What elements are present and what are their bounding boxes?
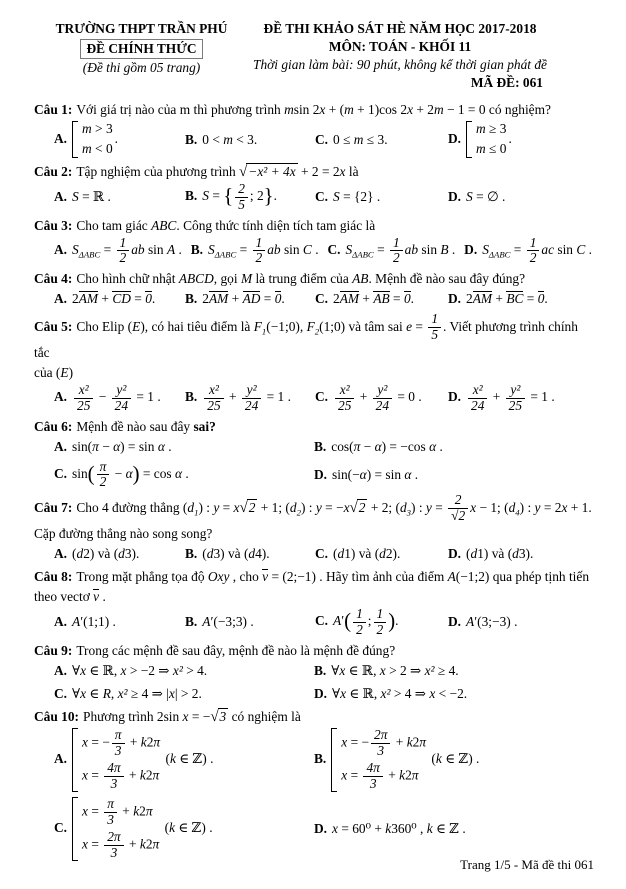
question-6-option-d: D. sin(−α) = sin α . [314, 466, 419, 482]
question-2-stem [34, 162, 596, 182]
question-9-option-d: D. ∀x ∈ ℝ, x² > 4 ⇒ x < −2. [314, 685, 468, 701]
question-4-stem [34, 269, 596, 289]
question-10-formula: Phương trình 2sin x = −√3 có nghiệm là [83, 708, 301, 725]
question-9-formula: Trong các mệnh đề sau đây, mệnh đề nào là mệnh đề đúng? [76, 642, 396, 658]
question-4-options [54, 289, 596, 309]
question-4-option-a: A. 2AM + CD = 0. [54, 291, 156, 307]
question-5-options [54, 383, 596, 413]
question-7-formula: Cho 4 đường thẳng $(d_1)$ : y = x√2 + 1; $(d_2)$ : y = −x√2 + 2; $(d_3)$ : y = $\frac{2}{√2}$ x − 1; $(d_4)$ : y = 2x + 1. [76, 492, 592, 523]
question-3-option-a: A. $S_{\Delta ABC}$ = $\frac{1}{2}$ ab sin A . [54, 234, 182, 266]
question-8-option-d: D. A′(3;−3) . [448, 614, 518, 630]
question-8-option-b: B. A′(−3;3) . [185, 614, 254, 630]
question-9-option-c: C. ∀x ∈ R, x² ≥ 4 ⇒ |x| > 2. [54, 685, 202, 701]
question-8-label: Câu 8: [34, 568, 73, 584]
question-2-option-b: B. S = { $\frac{2}{5}$ ; 2}. [185, 181, 277, 212]
question-7-label: Câu 7: [34, 499, 73, 515]
question-3-option-b: B. $S_{\Delta ABC}$ = $\frac{1}{2}$ ab sin C . [190, 234, 319, 266]
question-6 [34, 417, 596, 491]
question-1-options [54, 120, 596, 159]
question-7-stem [34, 493, 596, 523]
question-5-stem-line2: của (E) [34, 364, 74, 380]
question-8-stem-line2: theo vectơ v . [34, 589, 106, 604]
question-3-options [54, 236, 596, 266]
question-10-option-a: A. x = − $\frac{\pi}{3}$ + k2π x = $\frac{4\pi}{3}$ + k2π (k ∈ ℤ) . [54, 727, 214, 792]
question-1-formula: Với giá trị nào của m thì phương trình msin 2x + (m + 1)cos 2x + 2m − 1 = 0 có nghiệm? [76, 102, 551, 118]
page-footer: Trang 1/5 - Mã đề thi 061 [460, 857, 594, 872]
question-5-stem [34, 312, 596, 363]
question-8-formula: Trong mặt phẳng tọa độ Oxy , cho v = (2;−1) . Hãy tìm ảnh của điểm A(−1;2) qua phép tịnh tiến [76, 568, 590, 584]
header-right-block [249, 20, 596, 92]
question-5-option-b: B. $\frac{\text{x²}}{25}$ + $\frac{\text{y²}}{24}$ = 1 . [185, 382, 291, 413]
question-3-option-d: D. $S_{\Delta ABC}$ = $\frac{1}{2}$ ac sin C . [464, 234, 592, 266]
question-10-option-c: C. x = $\frac{\pi}{3}$ + k2π x = $\frac{2\pi}{3}$ + k2π (k ∈ ℤ) . [54, 795, 213, 861]
question-10-label: Câu 10: [34, 708, 80, 724]
question-9-option-b: B. ∀x ∈ ℝ, x > 2 ⇒ x² ≥ 4. [314, 662, 459, 678]
school-name: TRƯỜNG THPT TRẦN PHÚ [55, 21, 228, 36]
pages-note: (Đề thi gồm 05 trang) [82, 60, 201, 76]
question-9-label: Câu 9: [34, 642, 73, 658]
question-4 [34, 269, 596, 309]
question-8-option-c: C. A′( $\frac{1}{2}$ ; $\frac{1}{2}$ ). [315, 606, 399, 637]
exam-title: ĐỀ THI KHẢO SÁT HÈ NĂM HỌC 2017-2018 [263, 21, 537, 36]
question-9-stem [34, 641, 596, 661]
question-5-label: Câu 5: [34, 318, 73, 334]
question-8 [34, 567, 596, 638]
question-2-label: Câu 2: [34, 163, 73, 179]
official-exam-stamp: ĐỀ CHÍNH THỨC [80, 39, 202, 59]
question-2-options [54, 182, 596, 212]
question-3-option-c: C. $S_{\Delta ABC}$ = $\frac{1}{2}$ ab sin B . [327, 234, 456, 266]
question-9 [34, 641, 596, 704]
question-5 [34, 312, 596, 413]
question-3-formula: Cho tam giác ABC. Công thức tính diện tích tam giác là [76, 217, 376, 233]
question-4-option-d: D. 2AM + BC = 0. [448, 291, 548, 307]
question-7-option-a: A. (d2) và (d3). [54, 545, 140, 561]
question-1-option-a: A. m > 3 m < 0 . [54, 121, 119, 157]
question-10-option-d: D. x = 60⁰ + k360⁰ , k ∈ ℤ . [314, 820, 466, 836]
question-7-stem-line2: Cặp đường thẳng nào song song? [34, 525, 213, 541]
question-5-option-c: C. $\frac{\text{x²}}{25}$ + $\frac{\text{y²}}{24}$ = 0 . [315, 382, 422, 413]
question-8-options [54, 607, 596, 637]
question-6-formula: Mệnh đề nào sau đây sai? [76, 418, 216, 434]
question-7-option-b: B. (d3) và (d4). [185, 545, 270, 561]
exam-code: MÃ ĐỀ: 061 [470, 75, 543, 91]
question-10-option-b: B. x = − $\frac{2\pi}{3}$ + k2π x = $\frac{4\pi}{3}$ + k2π (k ∈ ℤ) . [314, 727, 480, 792]
header-left-block [34, 20, 249, 92]
question-5-option-a: A. $\frac{\text{x²}}{25}$ − $\frac{\text{y²}}{24}$ = 1 . [54, 382, 161, 413]
question-9-options [54, 661, 596, 704]
question-3-stem [34, 216, 596, 236]
question-7-option-c: C. (d1) và (d2). [315, 545, 401, 561]
question-9-option-a: A. ∀x ∈ ℝ, x > −2 ⇒ x² > 4. [54, 662, 208, 678]
question-6-label: Câu 6: [34, 418, 73, 434]
question-2-option-d: D. S = ∅ . [448, 189, 506, 205]
question-5-formula: Cho Elip (E), có hai tiêu điểm là $F_1(-1;0)$, $F_2(1;0)$ và tâm sai e = $\frac{1}{5}$ . Viết phương trình chính tắc [34, 311, 578, 360]
question-5-option-d: D. $\frac{\text{x²}}{24}$ + $\frac{\text{y²}}{25}$ = 1 . [448, 382, 555, 413]
question-1-label: Câu 1: [34, 102, 73, 118]
exam-header [34, 20, 596, 92]
question-8-option-a: A. A′(1;1) . [54, 614, 116, 630]
question-3-label: Câu 3: [34, 217, 73, 233]
question-2-option-a: A. S = ℝ . [54, 189, 111, 205]
question-10-options [54, 727, 596, 862]
question-1-option-b: B. 0 < m < 3. [185, 131, 258, 147]
exam-subject: MÔN: TOÁN - KHỐI 11 [328, 39, 472, 55]
question-2-option-c: C. S = {2} . [315, 189, 381, 205]
question-6-stem [34, 417, 596, 437]
question-6-options [54, 437, 596, 491]
question-6-option-b: B. cos(π − α) = −cos α . [314, 438, 443, 454]
question-1-option-c: C. 0 ≤ m ≤ 3. [315, 131, 388, 147]
question-4-option-b: B. 2AM + AD = 0. [185, 291, 285, 307]
question-10-stem [34, 707, 596, 727]
question-7-option-d: D. (d1) và (d3). [448, 545, 534, 561]
question-4-formula: Cho hình chữ nhật ABCD, gọi M là trung điểm của AB. Mệnh đề nào sau đây đúng? [76, 271, 526, 287]
question-8-stem [34, 567, 596, 587]
question-2-formula: Tập nghiệm của phương trình √−x² + 4x + 2 = 2x là [76, 163, 359, 180]
question-4-option-c: C. 2AM + AB = 0. [315, 291, 414, 307]
question-1-option-d: D. m ≥ 3 m ≤ 0 . [448, 121, 512, 157]
question-7-options [54, 544, 596, 564]
question-10 [34, 707, 596, 862]
question-6-option-a: A. sin(π − α) = sin α . [54, 438, 172, 454]
question-4-label: Câu 4: [34, 271, 73, 287]
question-3 [34, 216, 596, 267]
question-6-option-c: C. sin( $\frac{\pi}{2}$ − α) = cos α . [54, 458, 189, 490]
question-1-stem [34, 100, 596, 120]
exam-duration: Thời gian làm bài: 90 phút, không kể thời gian phát đề [253, 57, 547, 73]
question-7 [34, 493, 596, 564]
question-2 [34, 162, 596, 213]
question-1 [34, 100, 596, 159]
